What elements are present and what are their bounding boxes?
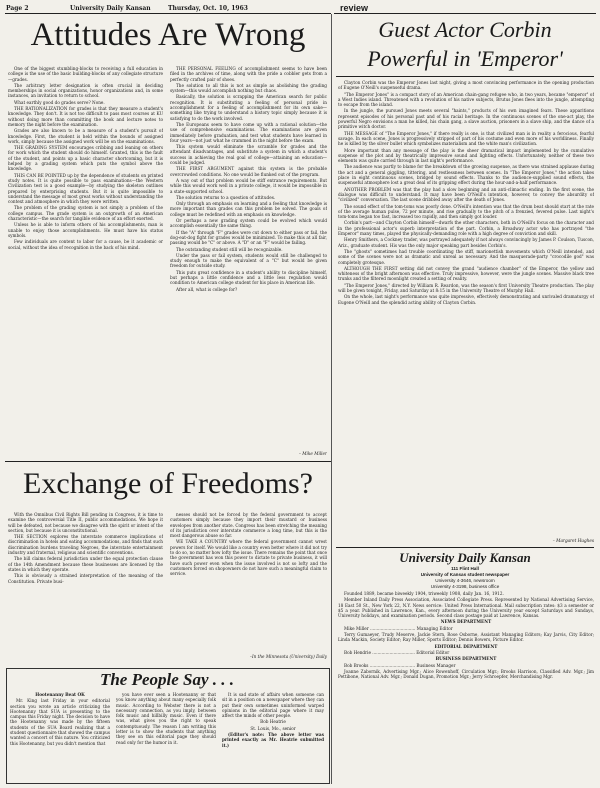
paragraph: THE FIRST ARGUMENT against this system is the probable overcrowded conditions. No one would be flunked out of the program.: [170, 166, 327, 177]
paragraph: The Europeans seem to have come up with a rational solution—the use of comprehensive examinations. The examinations are given immediately before graduation, and test what students have learned in four years—not just what he crammed in the night before the exam.: [170, 121, 327, 143]
paragraph: Under the pass or fail system, students would still be challenged to study enough to make the equivalent of a "C" but would be given freedom for outside study.: [170, 252, 327, 269]
paragraph: Or perhaps a new grading system could be evolved which would accomplish essentially the same thing.: [170, 218, 327, 229]
section-label: review: [340, 3, 369, 13]
masthead-logo: University Daily Kansan: [399, 550, 531, 565]
masthead-phone-news: University 4-3646, newsroom: [435, 578, 495, 583]
paragraph: The solution to all this is not as simple as abolishing the grading system—this would accomplish nothing but chaos.: [170, 82, 327, 94]
letter-author-info: St. Louis, Mo., senior: [250, 725, 296, 731]
founded-line: Founded 1889, became biweekly 1904, triweekly 1908, daily Jan. 16, 1912.: [344, 591, 504, 596]
paragraph: The solution returns to a question of attitudes.: [176, 194, 276, 200]
paragraph: Only through an emphasis on learning and a feeling that knowledge is more important than grades can this problem be solved. The goals of college must be redefined with an emphasis on knowledge.: [170, 201, 327, 217]
paragraph: nesses should not be forced by the federal government to accept customers simply because they import their mustard or business envelopes from another state. Congress has been stretching the meaning of its jurisdiction over interstate commerce a long time, but this is the most dangerous abuse so far.: [170, 512, 327, 539]
paragraph: "The Emperor Jones," directed by William R. Reardon, was the season's first University Theatre production. The play will be given tonight, Friday, and Saturday at 8:15 in the University Theatre of Murphy Hall.: [338, 282, 594, 293]
paragraph: Grades are also known to be a measure of a student's pursuit of knowledge. First, the student is held within the bounds of assigned work, simply because the assigned work will be on the examinations.: [8, 128, 163, 144]
paragraph: After all, what is college for?: [176, 286, 238, 292]
paragraph: A way out of that problem would be stiff entrance requirements. But while this would work well in a private college, it would be impossible in a state-supported school.: [170, 177, 327, 194]
exchange-column-2: [170, 512, 327, 652]
paragraph: On the whole, last night's performance was quite impressive, effectively demonstrating and unrivaled dramaturgy of Eugene O'Neill and the splendid acting ability of Clayton Corbin.: [338, 294, 594, 305]
paragraph: ALTHOUGH THE FIRST setting did not convey the grand "audience chamber" of the Emperor, the yellow and whiteness of the bright afternoon was effective. Truly impressive, however, were the jungle scenes. Massive black tree trunks and the filtered moonlight created a setting of reality.: [338, 265, 594, 282]
page-number: Page 2: [6, 5, 29, 12]
paragraph: you have ever seen a Hootenanny or that you know anything about many especially folk music. According to Webster there is not a necessary connection, as you imply, between folk music and hillbilly music. Even if there was, what gives you the right to speak contemptuously. The reason I am writing this letter is to show the students that anything they see on this editorial page they should read only for the humor in it.: [116, 692, 216, 745]
paragraph: ANOTHER PROBLEM was that the play had a slow beginning and an anti-climactic ending. In the first scene, the dialogue was difficult to understand. It may have been O'Neill's intention, however, to convey the absurdity of "civilized" conversation. The last scene dribbled away after the death of Jones.: [338, 186, 594, 203]
paragraph: THE PERSONAL FEELING of accomplishment seems to have been filed in the archives of time, along with the pride a cobbler gets from a perfectly crafted pair of shoes.: [170, 66, 327, 82]
paragraph: "The Emperor Jones" is a compact story of an American chain-gang refugee who, in two years, became "emperor" of a West Indies island. Threatened with a revolution of his native subjects, Brutus Jones flees into the jungle, attempting to escape from the island.: [338, 91, 594, 108]
paragraph: THE GRADING SYSTEM encourages cribbing and leaning on others for work which the student should do himself. Granted, this is the fault of the student, and points up a basic character shortcoming, but it is helped by a grading system which puts the symbol above the knowledge.: [8, 145, 163, 172]
paragraph: One of the biggest stumbling-blocks to receiving a full education in college is the use of the basic building-blocks of any collegiate structure—grades.: [8, 66, 163, 82]
exchange-column-1: [8, 512, 163, 662]
letter-author: Bob Heatrie: [260, 719, 286, 725]
member-info: Member Inland Daily Press Association, Associated Collegiate Press. Represented by National Advertising Service, 18 East 50 St., New York 22, N.Y. News service: United Press International. Mail subscription rates: $3 a semester or $5 a year. Published in Lawrence, Kan., every afternoon during the University year except Saturdays and Sundays, University holidays, and examination periods. Second class postage paid at Lawrence, Kansas.: [338, 597, 594, 619]
staff-line: Mike Miller .................................. Managing Editor: [344, 625, 453, 631]
paragraph: THE RATIONALIZATION for grades is that they measure a student's knowledge. They don't. It is not too difficult to pass most courses at KU without doing more than committing the book and lecture notes to memory the night before the examination.: [8, 106, 163, 127]
masthead-phone-business: University 4-3198, business office: [430, 584, 500, 589]
paper-name: University Daily Kansan: [70, 5, 151, 12]
paragraph: This puts great confidence in a student's ability to discipline himself, but perhaps a little confidence and a little less regulation would condition to American college student for his place in American life.: [170, 269, 327, 286]
paragraph: THE SECTION explores the interstate commerce implications of discrimination in hotels and eating accommodations, and finds that such discrimination burdens traveling Negroes, the interstate entertainment industry and fraternal, religious and scientific conventions.: [8, 534, 163, 556]
section-rule: [5, 461, 331, 462]
paragraph: More important than any message of the play is the sheer dramatical impact implemented by the cumulative suspense of the plot and by theatrically impressive sound and lighting effects. Unfortunately, neither of these two elements was quite carried through in last night's performance.: [338, 147, 594, 164]
paragraph: Few individuals are content to labor for a cause, be it academic or social, without the idea of recognition in the back of his mind.: [8, 239, 163, 250]
attitudes-signature: – Mike Miller: [298, 451, 327, 456]
paragraph: What earthly good do grades serve? None.: [14, 99, 105, 105]
staff-line: Joanne Zabornik, Advertising Mgr.; Alice Rowenhoff, Circulation Mgr.; Brooks Harrison, Classified Adv. Mgr.; Jim Pettibone, National Adv. Mgr.; Donald Dugan, Promotion Mgr.; Jerry Schroepfer, Merchandising Mgr.: [338, 668, 594, 680]
review-body: [338, 80, 594, 537]
exchange-signature: –In the Minnesota (University) Daily: [249, 654, 327, 659]
review-headline-line-2: Powerful in 'Emperor': [367, 46, 563, 71]
paragraph: The bill claims federal jurisdiction under the equal protection clause of the 14th Amendment because these businesses are licensed by the states in which they operate.: [8, 556, 163, 572]
paragraph: In the jungle, the pursued Jones meets several "haints," products of his own imagined fears. These apparitions represent episodes of his personal past and of his racial heritage. In the continuous scenes of the one-act play, the powerful Negro envisions a man he killed, his chain gang, a slave auction, prisoners in a slave ship, and the dance of a primitive witch doctor.: [338, 108, 594, 130]
paragraph: With the Omnibus Civil Rights Bill pending in Congress, it is time to examine the controversial Title II, public accommodations. We hope it will be defeated, not because we disagree with the spirit or intent of the section, but because it is unconstitutional.: [8, 512, 163, 533]
paragraph: This is obviously a strained interpretation of the meaning of the Constitution. Private busi-: [8, 573, 163, 584]
editorial-dept-heading: EDITORIAL DEPARTMENT: [434, 643, 498, 649]
business-dept-heading: BUSINESS DEPARTMENT: [435, 656, 497, 662]
review-headline-line-1: Guest Actor Corbin: [378, 17, 552, 42]
paragraph: Unless he is able to inform others of his accomplishments, man is unable to enjoy those accomplishments. He must have his status symbols.: [8, 222, 163, 238]
masthead-address: 111 Flint Hall: [451, 566, 479, 571]
paragraph: The arbitrary letter designation is often crucial in deciding memberships in social organizations, honor organizations and, in some instances, an invitation to return to school.: [8, 82, 163, 99]
paragraph: The audience was partly to blame for the breakdown of the growing suspense, as there was strained applause during the act and a general giggling, tittering, and restlessness between scenes. In "The Emperor Jones," the action takes place in eight continuous scenes, bridged by sound effects. Thanks to the audience-supplied sound effects, the suspenseful atmosphere lost a great deal of its gripping effect during the hour-and-a-half performance.: [338, 164, 594, 186]
header-rule-right: [334, 13, 596, 14]
paragraph: Mr. King last Friday in your editorial section you wrote an article criticizing the Hootenanny that SUA is presenting to the campus this Friday night. The decision to have the Hootenanny was made by the fifteen students of the SUA Board realizing that a student questionnaire that showed the campus wanted a concert of this nature. You criticized this Hootenanny, but you didn't mention that: [10, 698, 110, 746]
review-rule: [336, 76, 594, 77]
paragraph: The problem of the grading system is not simply a problem of the college campus. The grade system is an outgrowth of an American characteristic—the search for tangible evidence of an effort exerted.: [8, 205, 163, 222]
editor-note: (Editor's note: The above letter was printed exactly as Mr. Heatrie submitted it.): [222, 732, 324, 748]
masthead-details: [338, 591, 594, 785]
paragraph: THIS CAN BE POINTED up by the dependence of students on printed study notes. It is quite possible to pass examinations—the Western Civilization test is a good example—by studying the skeleton outlines prepared by enterprising students. But it is quite impossible to understand the message of most great works without understanding the context and atmosphere in which they were written.: [8, 172, 163, 205]
attitudes-column-1: [8, 66, 163, 456]
people-say-title: The People Say . . .: [99, 670, 235, 689]
paragraph: The sound effect of the tom-toms was poorly done. O'Neill's intention was that the drum beat should start at the rate of the average human pulse, 72 per minute, and rise gradually to the pitch of a frenzied, fevered pulse. Last night's tom-toms began too fast, increased too rapidly, and then simply got louder.: [338, 203, 594, 220]
letter-heading: Hootenanny Beat OK: [35, 692, 85, 697]
staff-line: Bob Hendrie ................................ Editorial Editor: [344, 649, 450, 655]
issue-date: Thursday, Oct. 10, 1963: [168, 5, 248, 12]
paragraph: Basically, the solution is scrapping the American search for public recognition. It is substituting a feeling of personal pride in accomplishment for a feeling of accomplishment for its own sake—something like trying to understand a history topic simply because it is satisfying to do the work involved.: [170, 94, 327, 121]
paragraph: WE TAKE A COUNTRY where the federal government cannot wrest powers for itself. We would like a country even better where it did not try to do so, no matter how lofty the issue. There remains the point that once the government has won this power to dictate to private business, it will have such power even when the issue involved is not so lofty and the customers forced on shopowners do not have such a meaningful claim to service.: [170, 539, 327, 577]
paragraph: The "ghosts" sometimes had trouble coordinating the stiff, marionettish movements which O'Neill intended, and some of the scenes were not as dramatic and unreal as necessary. And the masquerade-party "crocodile god" was completely grotesque.: [338, 248, 594, 265]
review-signature: – Margaret Hughes: [552, 538, 594, 543]
attitudes-column-2: [170, 66, 327, 450]
people-column-1: [10, 692, 110, 780]
paragraph: THE MESSAGE of "The Emperor Jones," if there really is one, is that civilized man is in reality a ferocious, fearful savage. In each scene, Jones is progressively stripped of part of his costume and even more of his worldliness. Finally he is killed by the silver bullet which symbolizes materialism and the white man's civilization.: [338, 130, 594, 147]
paragraph: Henry Smithers, a Cockney trader, was portrayed adequately if not always convincingly by James P. Coulson, Tuscon, Ariz., graduate student. His was the only major speaking part besides Corbin's.: [338, 237, 594, 248]
news-dept-heading: NEWS DEPARTMENT: [440, 619, 492, 625]
exchange-headline: Exchange of Freedoms?: [23, 467, 313, 500]
paragraph: Clayton Corbin was the Emperor Jones last night, giving a most convincing performance in the opening production of Eugene O'Neill's suspenseful drama.: [338, 80, 594, 91]
staff-line: Bob Brooks .................................. Business Manager: [344, 662, 456, 668]
staff-line: Terry Gumaeyer, Trudy Meserve, Jackie Stern, Rose Osborne, Assistant Managing Editors; Kay Jarvis, City Editor; Linda Mackin, Society Editor; Ray Miller, Sports Editor; Dennis Bowers, Picture Editor.: [338, 632, 594, 643]
paragraph: Corbin's part—and Clayton Corbin himself—dwarfs the other characters, both in O'Neill's focus on the character and in the professional actor's superb interpretation of the part. Corbin, a Broadway actor who has portrayed "the Emperor" many times, played the physically-demanding role with a high degree of conviction and skill.: [338, 220, 594, 237]
people-column-2: [116, 692, 216, 780]
paragraph: This system would eliminate the scramble for grades and the attendant disadvantages, and substitute a system in which a student's success in achieving the real goal of college—attaining an education—could be judged.: [170, 144, 327, 166]
column-divider: [331, 14, 332, 784]
masthead-org: University of Kansas student newspaper: [420, 572, 510, 577]
masthead-rule: [336, 547, 594, 548]
paragraph: It is sad state of affairs when someone can sit in a position on a newspaper where they can put their own sometimes uninformed warped opinions in the editorial page where it may affect the minds of other people.: [222, 692, 324, 719]
people-column-3: [222, 692, 324, 780]
paragraph: The outstanding student still will be recognizable.: [176, 246, 283, 252]
paragraph: If the "A" through "F" grades were cut down to either pass or fail, the dog-eat-dog fight for grades would be minimized. To make this at all fair, passing would be "C" or above. A "D" or an "F" would be failing.: [170, 229, 327, 246]
attitudes-headline: Attitudes Are Wrong: [30, 17, 306, 53]
